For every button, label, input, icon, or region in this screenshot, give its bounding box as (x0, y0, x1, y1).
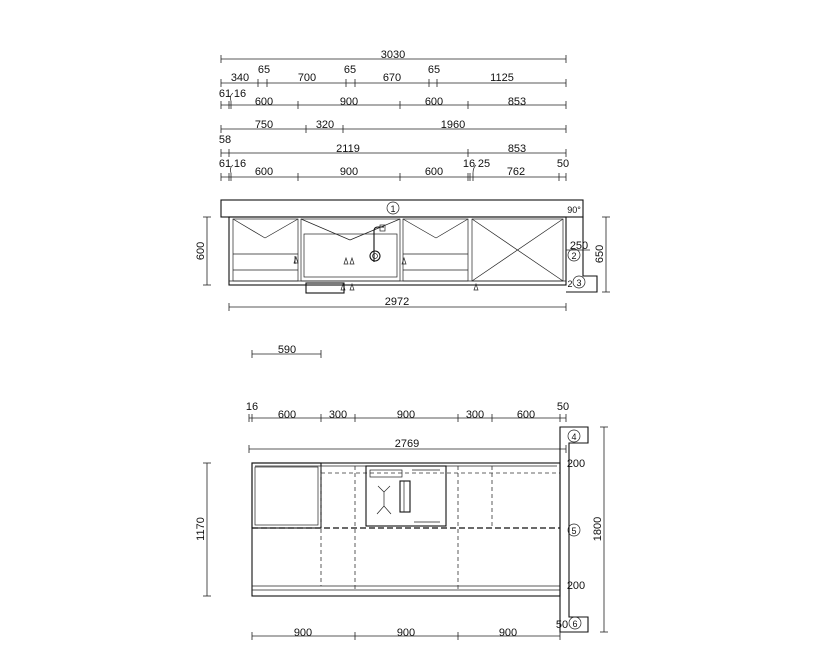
plan-dim-2769: 2769 (394, 438, 420, 450)
dim-2-small: 2 (567, 279, 573, 289)
plan-dim-300-b: 300 (465, 409, 485, 421)
angle-90: 90° (567, 205, 581, 215)
marker-1: 1 (390, 204, 396, 214)
dim-900-b: 900 (339, 166, 359, 178)
plan-dim-300-a: 300 (328, 409, 348, 421)
marker-3: 3 (576, 278, 582, 288)
dim-600-c: 600 (254, 166, 274, 178)
dim-1960: 1960 (440, 119, 466, 131)
dim-65-b: 65 (343, 64, 357, 76)
marker-5: 5 (571, 526, 577, 536)
plan-dim-200-b: 200 (566, 580, 586, 592)
dim-25: 25 (477, 158, 491, 170)
dim-58: 58 (218, 134, 232, 146)
plan-dim-900: 900 (396, 409, 416, 421)
dim-16-b: 16 (233, 158, 247, 170)
marker-4: 4 (571, 432, 577, 442)
dim-600-d: 600 (424, 166, 444, 178)
marker-2: 2 (571, 251, 577, 261)
marker-6: 6 (572, 619, 578, 629)
dim-750: 750 (254, 119, 274, 131)
elevation-dimension-chains (219, 49, 569, 181)
elevation-cabinet-front (195, 200, 610, 311)
dim-762: 762 (506, 166, 526, 178)
dim-853-a: 853 (507, 96, 527, 108)
dim-590: 590 (277, 344, 297, 356)
plan-dim-1170: 1170 (195, 517, 207, 541)
dim-16-c: 16 (462, 158, 476, 170)
dim-1125: 1125 (490, 72, 514, 84)
plan-dimension-chains (195, 401, 608, 640)
plan-island (252, 427, 588, 632)
dim-61-b: 61 (218, 158, 232, 170)
dim-61-a: 61 (218, 88, 232, 100)
plan-dim-50-b: 50 (555, 619, 569, 631)
dim-65-c: 65 (427, 64, 441, 76)
dim-65-a: 65 (257, 64, 271, 76)
dim-700: 700 (297, 72, 317, 84)
dim-670: 670 (382, 72, 402, 84)
dim-900-a: 900 (339, 96, 359, 108)
dim-50-a: 50 (556, 158, 570, 170)
dim-16-a: 16 (233, 88, 247, 100)
dim-853-b: 853 (507, 143, 527, 155)
plan-dim-900-a: 900 (293, 627, 313, 639)
plan-dim-600-a: 600 (277, 409, 297, 421)
dim-320: 320 (315, 119, 335, 131)
plan-dim-50: 50 (556, 401, 570, 413)
plan-dim-900-b: 900 (396, 627, 416, 639)
dim-340: 340 (230, 72, 250, 84)
dim-600-a: 600 (254, 96, 274, 108)
plan-dim-900-c: 900 (498, 627, 518, 639)
dim-2972: 2972 (384, 296, 410, 308)
dim-650-height: 650 (594, 244, 606, 264)
spacer-dimension (252, 344, 321, 358)
dim-600-b: 600 (424, 96, 444, 108)
plan-dim-600-b: 600 (516, 409, 536, 421)
dim-2119: 2119 (336, 143, 360, 155)
dim-600-height: 600 (195, 241, 207, 261)
plan-dim-1800: 1800 (592, 516, 604, 542)
dim-250: 250 (569, 240, 589, 252)
plan-dim-16: 16 (245, 401, 259, 413)
plan-dim-200-a: 200 (566, 458, 586, 470)
dim-3030: 3030 (380, 49, 406, 61)
